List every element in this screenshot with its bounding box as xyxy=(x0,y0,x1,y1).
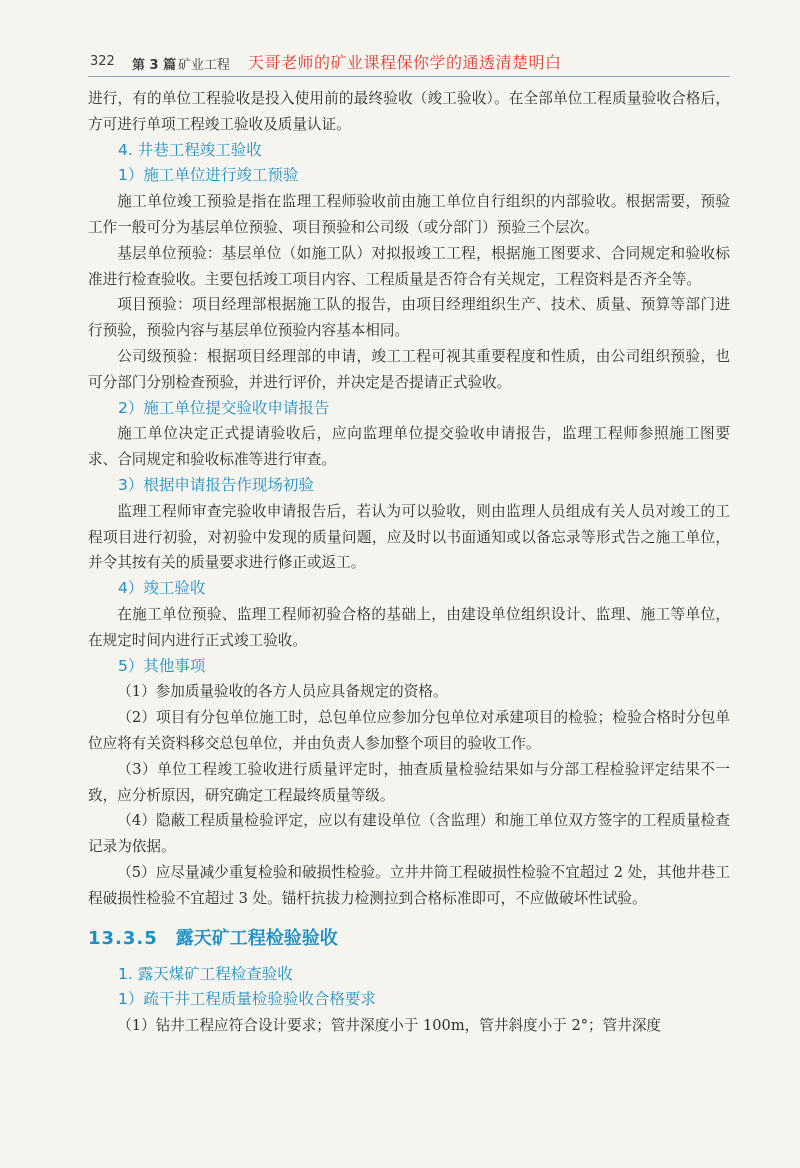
paragraph: 施工单位决定正式提请验收后，应向监理单位提交验收申请报告，监理工程师参照施工图要求、合同规定和验收标准等进行审查。 xyxy=(88,425,730,469)
header-divider xyxy=(88,76,730,77)
running-header xyxy=(90,50,730,74)
part-label: 第 3 篇 xyxy=(132,58,177,73)
list-item: （1）参加质量验收的各方人员应具备规定的资格。 xyxy=(117,683,448,701)
list-item: （3）单位工程竣工验收进行质量评定时，抽查质量检验结果如与分部工程检验评定结果不一致，应分析原因，研究确定工程最终质量等级。 xyxy=(88,760,730,804)
section-title: 露天矿工程检验验收 xyxy=(175,927,338,949)
list-item: （1）钻井工程应符合设计要求；管井深度小于 100m，管井斜度小于 2°；管井深度 xyxy=(117,1017,662,1035)
body-text xyxy=(88,86,730,1039)
subheading: 2）施工单位提交验收申请报告 xyxy=(118,398,330,417)
chapter-label: 矿业工程 xyxy=(178,58,231,73)
subheading: 1. 露天煤矿工程检查验收 xyxy=(118,964,293,983)
section-number: 13.3.5 xyxy=(88,927,158,949)
list-item: （4）隐蔽工程质量检验评定，应以有建设单位（含监理）和施工单位双方签字的工程质量检查记录为依据。 xyxy=(88,812,730,856)
subheading: 4）竣工验收 xyxy=(118,579,206,598)
page-number: 322 xyxy=(90,54,115,69)
paragraph: 公司级预验：根据项目经理部的申请，竣工工程可视其重要程度和性质，由公司组织预验，也可分部门分别检查预验，并进行评价，并决定是否提请正式验收。 xyxy=(88,347,730,391)
paragraph: 施工单位竣工预验是指在监理工程师验收前由施工单位自行组织的内部验收。根据需要，预验工作一般可分为基层单位预验、项目预验和公司级（或分部门）预验三个层次。 xyxy=(88,193,730,236)
section-heading xyxy=(88,926,730,952)
subheading: 1）疏干井工程质量检验验收合格要求 xyxy=(118,990,376,1009)
list-item: （5）应尽量减少重复检验和破损性检验。立井井筒工程破损性检验不宜超过 2 处，其他井巷工程破损性检验不宜超过 3 处。锚杆抗拔力检测拉到合格标准即可，不应做破坏性试验。 xyxy=(88,863,730,907)
paragraph: 进行，有的单位工程验收是投入使用前的最终验收（竣工验收）。在全部单位工程质量验收合格后，方可进行单项工程竣工验收及质量认证。 xyxy=(88,90,730,133)
paragraph: 项目预验：项目经理部根据施工队的报告，由项目经理组织生产、技术、质量、预算等部门进行预验，预验内容与基层单位预验内容基本相同。 xyxy=(88,296,730,340)
paragraph: 基层单位预验：基层单位（如施工队）对拟报竣工工程，根据施工图要求、合同规定和验收标准进行检查验收。主要包括竣工项目内容、工程质量是否符合有关规定，工程资料是否齐全等。 xyxy=(88,244,730,288)
paragraph: 监理工程师审查完验收申请报告后，若认为可以验收，则由监理人员组成有关人员对竣工的工程项目进行初验，对初验中发现的质量问题，应及时以书面通知或以备忘录等形式告之施工单位，并令其按有关的质量要求进行修正或返工。 xyxy=(88,502,730,572)
paragraph: 在施工单位预验、监理工程师初验合格的基础上，由建设单位组织设计、监理、施工等单位，在规定时间内进行正式竣工验收。 xyxy=(88,605,730,649)
watermark-text: 天哥老师的矿业课程保你学的通透清楚明白 xyxy=(248,53,562,72)
subheading: 4. 井巷工程竣工验收 xyxy=(118,140,262,159)
subheading: 3）根据申请报告作现场初验 xyxy=(118,475,314,494)
subheading: 5）其他事项 xyxy=(118,656,206,675)
subheading: 1）施工单位进行竣工预验 xyxy=(118,166,299,185)
list-item: （2）项目有分包单位施工时，总包单位应参加分包单位对承建项目的检验；检验合格时分包单位应将有关资料移交总包单位，并由负责人参加整个项目的验收工作。 xyxy=(88,709,730,752)
